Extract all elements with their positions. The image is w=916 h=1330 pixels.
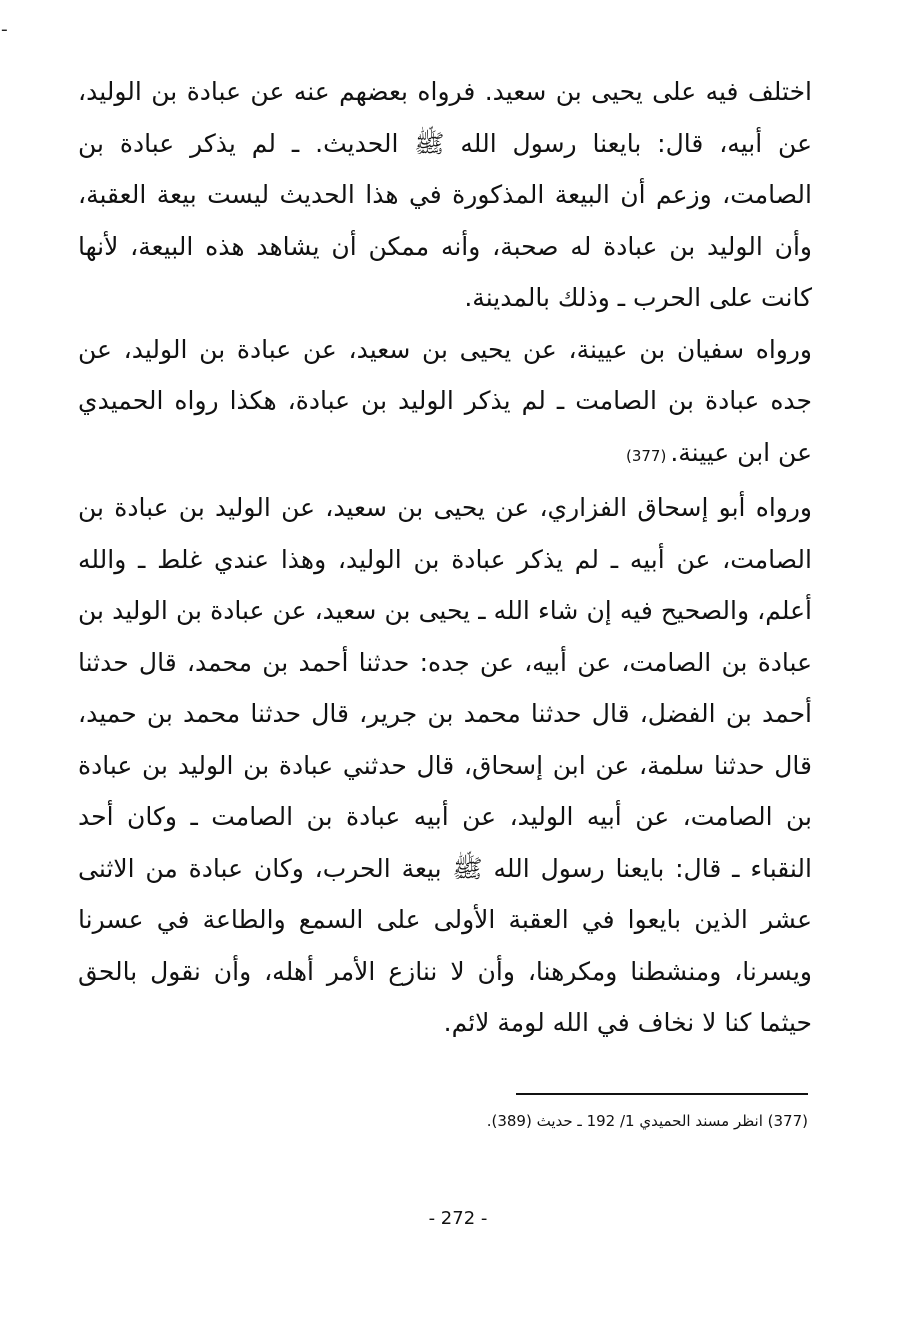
paragraph-2 xyxy=(78,324,812,483)
footnote-reference: (377) xyxy=(625,446,667,465)
scan-mark: ـ xyxy=(2,16,7,35)
paragraph-3: ورواه أبو إسحاق الفزاري، عن يحيى بن سعيد، عن الوليد بن عبادة بن الصامت، عن أبيه ـ لم يذكر عبادة بن الوليد، وهذا عندي غلط ـ والله أعلم، والصحيح فيه إن شاء الله ـ يحيى بن سعيد، عن عبادة بن الوليد بن عبادة بن الصامت، عن أبيه، عن جده: حدثنا أحمد بن محمد، قال حدثنا أحمد بن الفضل، قال حدثنا محمد بن جرير، قال حدثنا محمد بن حميد، قال حدثنا سلمة، عن ابن إسحاق، قال حدثني عبادة بن الوليد بن عبادة بن الصامت، عن أبيه الوليد، عن أبيه عبادة بن الصامت ـ وكان أحد النقباء ـ قال: بايعنا رسول الله ﷺ بيعة الحرب، وكان عبادة من الاثنى عشر الذين بايعوا في العقبة الأولى على السمع والطاعة في عسرنا ويسرنا، ومنشطنا ومكرهنا، وأن لا ننازع الأمر أهله، وأن نقول بالحق حيثما كنا لا نخاف في الله لومة لائم. xyxy=(78,493,812,1037)
page-number: - 272 - xyxy=(428,1208,488,1229)
footnote-divider xyxy=(516,1093,808,1095)
footnote: (377) انظر مسند الحميدي 1/ 192 ـ حديث (389). xyxy=(486,1112,808,1130)
paragraph-1: اختلف فيه على يحيى بن سعيد. فرواه بعضهم عنه عن عبادة بن الوليد، عن أبيه، قال: بايعنا رسول الله ﷺ الحديث. ـ لم يذكر عبادة بن الصامت، وزعم أن البيعة المذكورة في هذا الحديث ليست بيعة العقبة، وأن الوليد بن عبادة له صحبة، وأنه ممكن أن يشاهد هذه البيعة، لأنها كانت على الحرب ـ وذلك بالمدينة. xyxy=(78,77,812,312)
main-text xyxy=(78,66,812,1049)
paragraph-2-text: ورواه سفيان بن عيينة، عن يحيى بن سعيد، عن عبادة بن الوليد، عن جده عبادة بن الصامت ـ لم يذكر الوليد بن عبادة، هكذا رواه الحميدي عن ابن عيينة. xyxy=(78,334,812,467)
